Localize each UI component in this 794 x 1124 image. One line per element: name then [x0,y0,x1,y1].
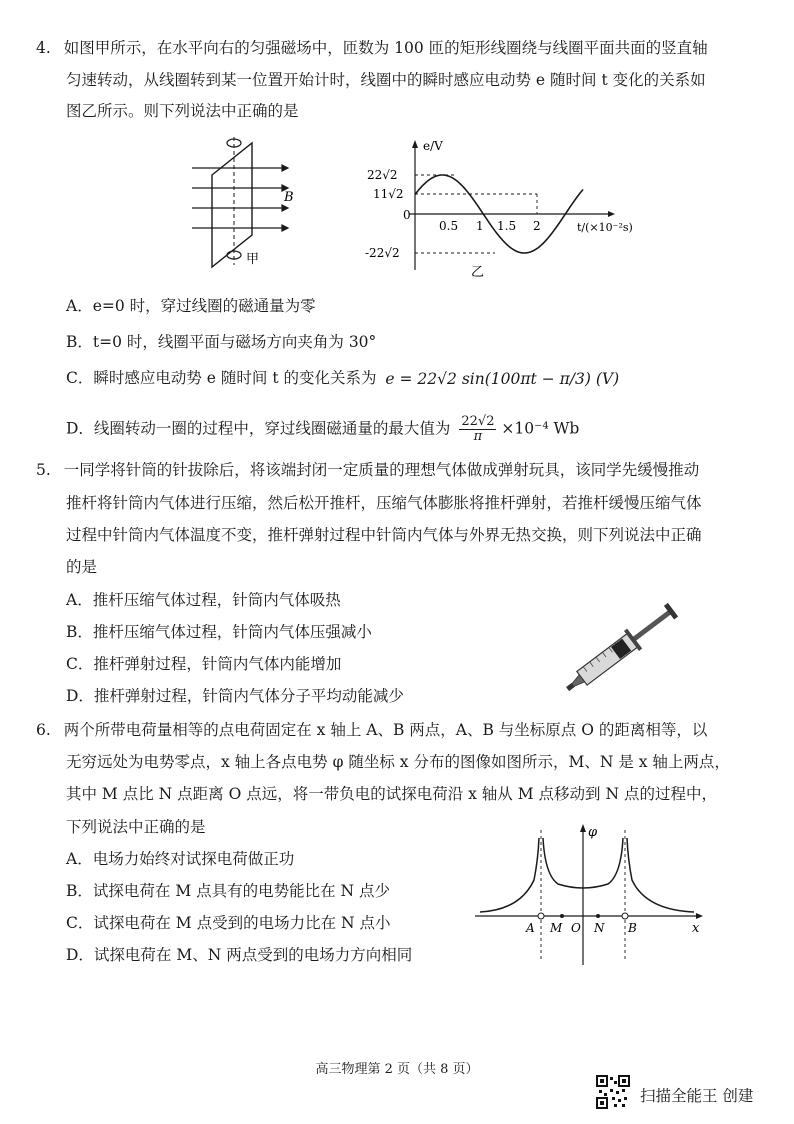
qr-code-icon [596,1075,630,1109]
q6-graph-point-n: N [594,921,605,935]
q4-fig-a-field-label: B [284,190,294,205]
q6-option-d: D．试探电荷在 M、N 两点受到的电场力方向相同 [66,946,413,964]
q4-fig-b-xtick-4: 2 [533,219,541,233]
q5-stem-line-4: 的是 [66,558,98,576]
q4-fig-b-xtick-1: 0.5 [439,219,459,233]
q4-option-d-frac-num: 22√2 [461,414,495,429]
q6-stem-line-4: 下列说法中正确的是 [66,818,206,836]
q4-stem-line-3: 图乙所示。则下列说法中正确的是 [66,102,299,120]
q5-stem-line-1 [36,460,699,480]
q4-fig-b-caption: 乙 [471,265,485,280]
q6-option-c: C．试探电荷在 M 点受到的电场力比在 N 点小 [66,914,391,932]
q5-option-d: D．推杆弹射过程，针筒内气体分子平均动能减少 [66,687,404,705]
q6-stem-line-2: 无穷远处为电势零点，x 轴上各点电势 φ 随坐标 x 分布的图像如图所示，M、N 是 x 轴上两点， [66,753,730,771]
q4-option-c-prefix: C．瞬时感应电动势 e 随时间 t 的变化关系为 [66,369,377,387]
q4-number: 4. [36,39,51,57]
q6-stem-line-3: 其中 M 点比 N 点距离 O 点远，将一带负电的试探电荷沿 x 轴从 M 点移动到 N 点的过程中， [66,785,717,803]
q5-stem-text-1: 一同学将针筒的针拔除后，将该端封闭一定质量的理想气体做成弹射玩具，该同学先缓慢推动 [63,461,700,479]
q5-option-b: B．推杆压缩气体过程，针筒内气体压强减小 [66,623,372,641]
q6-potential-graph [470,820,710,970]
q6-graph-point-a: A [526,921,535,935]
q4-fig-b-xtick-2: 1 [476,219,484,233]
q6-graph-ylabel: φ [588,825,598,840]
page-footer: 高三物理第 2 页（共 8 页） [315,1062,479,1077]
q4-fig-b-ytick-2: 11√2 [373,187,404,201]
watermark-text: 扫描全能王 创建 [640,1087,754,1105]
q6-stem-line-1 [36,720,707,740]
q4-option-d-fraction [459,415,496,444]
q6-option-a: A．电场力始终对试探电荷做正功 [66,850,295,868]
q4-figure-b [365,140,650,280]
q4-option-d-suffix: ×10⁻⁴ Wb [501,419,580,438]
q4-option-a: A．e=0 时，穿过线圈的磁通量为零 [66,297,316,315]
q4-option-d-prefix: D．线圈转动一圈的过程中，穿过线圈磁通量的最大值为 [66,419,451,438]
q6-graph-point-o: O [571,921,581,935]
q4-stem-line-1 [36,38,708,58]
q6-stem-text-1: 两个所带电荷量相等的点电荷固定在 x 轴上 A、B 两点，A、B 与坐标原点 O 的距离相等，以 [63,721,708,739]
q4-figure-a [170,135,310,285]
q6-option-b: B．试探电荷在 M 点具有的电势能比在 N 点少 [66,882,391,900]
q5-stem-line-2: 推杆将针筒内气体进行压缩，然后松开推杆，压缩气体膨胀将推杆弹射，若推杆缓慢压缩气体 [66,494,702,512]
q6-graph-point-m: M [550,921,563,935]
q6-number: 6. [36,721,51,739]
q4-fig-b-xtick-3: 1.5 [497,219,517,233]
q4-fig-a-caption: 甲 [246,252,260,267]
q4-stem-line-2: 匀速转动，从线圈转到某一位置开始计时，线圈中的瞬时感应电动势 e 随时间 t 变化的关系如 [66,71,706,89]
q4-fig-b-ytick-3: 0 [403,208,411,222]
q5-option-a: A．推杆压缩气体过程，针筒内气体吸热 [66,591,341,609]
q4-option-c [66,368,619,389]
q6-graph-xlabel: x [692,921,700,936]
q4-fig-b-ytick-1: 22√2 [367,168,398,182]
q5-option-c: C．推杆弹射过程，针筒内气体内能增加 [66,655,342,673]
q5-stem-line-3: 过程中针筒内气体温度不变，推杆弹射过程中针筒内气体与外界无热交换，则下列说法中正确 [66,526,702,544]
scanner-watermark [596,1075,786,1115]
q4-option-d-frac-den: π [473,429,483,444]
q4-stem-text-1: 如图甲所示，在水平向右的匀强磁场中，匝数为 100 匝的矩形线圈绕与线圈平面共面的竖直轴 [63,39,708,57]
q4-option-d [66,415,579,447]
q4-fig-b-ylabel: e/V [423,140,443,153]
q4-option-b: B．t=0 时，线圈平面与磁场方向夹角为 30° [66,333,377,351]
q5-number: 5. [36,461,51,479]
q4-fig-b-xlabel: t/(×10⁻²s) [577,221,633,234]
syringe-illustration [555,598,690,703]
q4-fig-b-ytick-4: -22√2 [365,246,400,260]
q6-graph-point-b: B [628,921,637,935]
q4-option-c-formula: e = 22√2 sin(100πt − π/3) (V) [385,370,620,388]
